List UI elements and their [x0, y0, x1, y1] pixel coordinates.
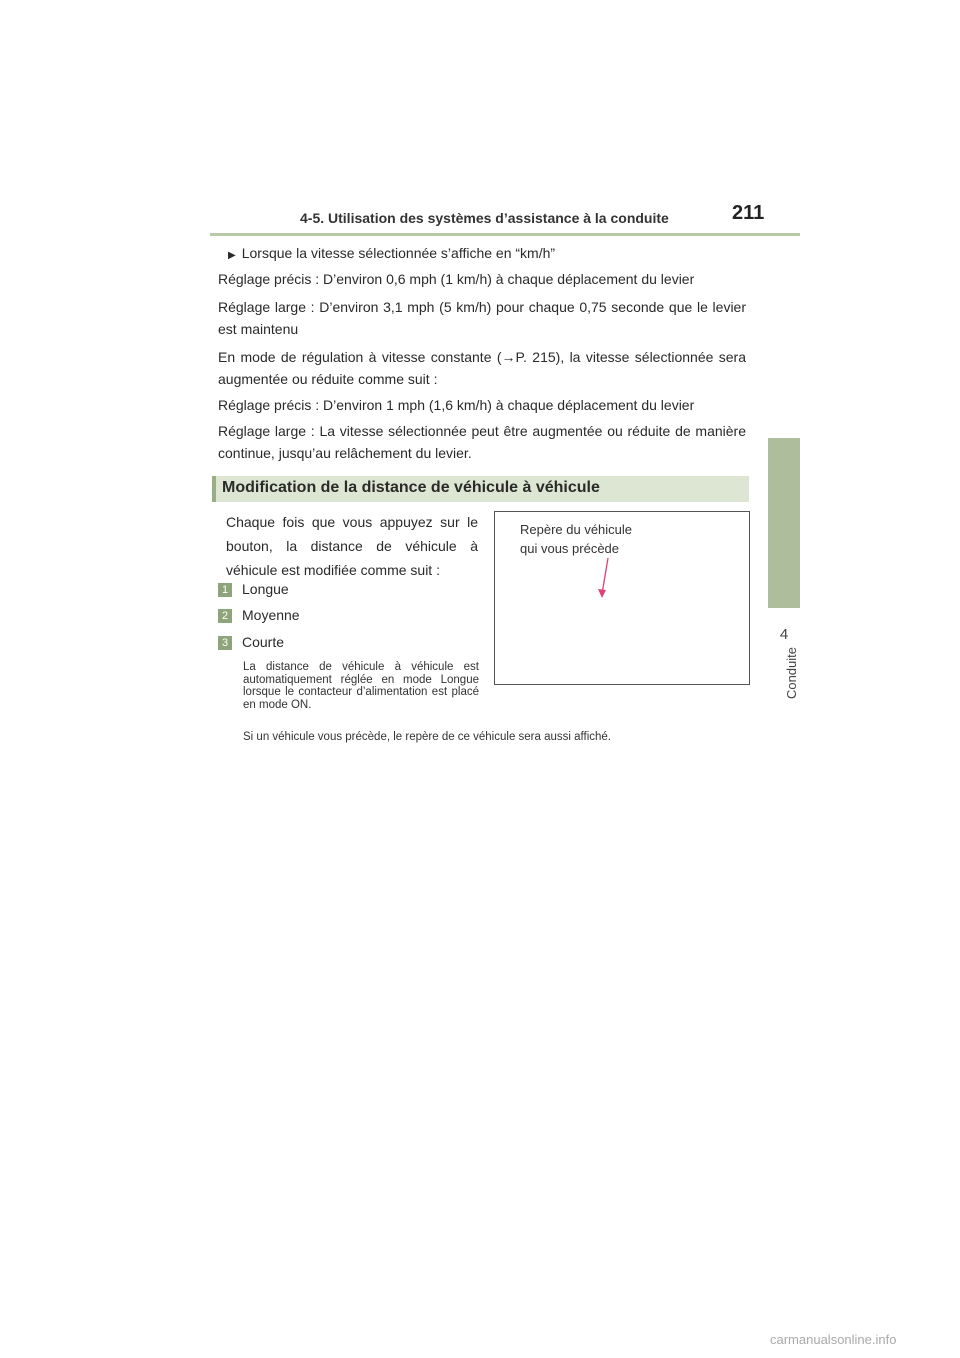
page-number: 211 [732, 202, 765, 224]
bullet-heading [218, 242, 555, 267]
list-item [218, 631, 284, 653]
list-item [218, 578, 289, 600]
list-item-label: Longue [242, 581, 289, 597]
number-badge: 3 [218, 636, 232, 650]
figure-caption-line1: Repère du véhicule [520, 522, 633, 537]
paragraph-constant-speed-mode: En mode de régulation à vitesse constante (→P. 215), la vitesse sélectionnée sera augmentée ou réduite comme suit : [218, 349, 746, 387]
chapter-tab[interactable] [768, 438, 800, 608]
figure-caption-line2: qui vous précède [520, 541, 620, 556]
triangle-bullet-icon: ▶ [228, 250, 236, 261]
note-long-mode: La distance de véhicule à véhicule est automatiquement réglée en mode Longue lorsque le contacteur d’alimentation est placé en mode ON. [243, 661, 479, 711]
note-preceding-vehicle: Si un véhicule vous précède, le repère de ce véhicule sera aussi affiché. [243, 731, 612, 743]
number-badge: 1 [218, 583, 232, 597]
watermark: carmanualsonline.info [770, 1332, 897, 1347]
chapter-label: Conduite [784, 647, 799, 700]
figure-caption [520, 520, 670, 558]
paragraph-fine-adjust: Réglage précis : D’environ 0,6 mph (1 km/h) à chaque déplacement du levier [218, 271, 695, 287]
chapter-number: 4 [779, 626, 789, 643]
paragraph-coarse-adjust-2: Réglage large : La vitesse sélectionnée peut être augmentée ou réduite de manière continue, jusqu’au relâchement du levier. [218, 423, 746, 461]
header-rule [210, 233, 800, 236]
bullet-text: Lorsque la vitesse sélectionnée s’affiche en “km/h” [241, 245, 556, 261]
section-intro: Chaque fois que vous appuyez sur le bouton, la distance de véhicule à véhicule est modifiée comme suit : [226, 514, 478, 578]
paragraph-fine-adjust-2: Réglage précis : D’environ 1 mph (1,6 km/h) à chaque déplacement du levier [218, 397, 695, 413]
list-item [218, 604, 300, 626]
paragraph-coarse-adjust: Réglage large : D’environ 3,1 mph (5 km/h) pour chaque 0,75 seconde que le levier est maintenu [218, 299, 746, 337]
number-badge: 2 [218, 609, 232, 623]
callout-arrow-icon [596, 556, 616, 600]
list-item-label: Courte [242, 634, 285, 650]
list-item-label: Moyenne [242, 607, 300, 623]
running-header: 4-5. Utilisation des systèmes d’assistance à la conduite [300, 210, 669, 226]
section-title: Modification de la distance de véhicule à véhicule [222, 479, 600, 496]
